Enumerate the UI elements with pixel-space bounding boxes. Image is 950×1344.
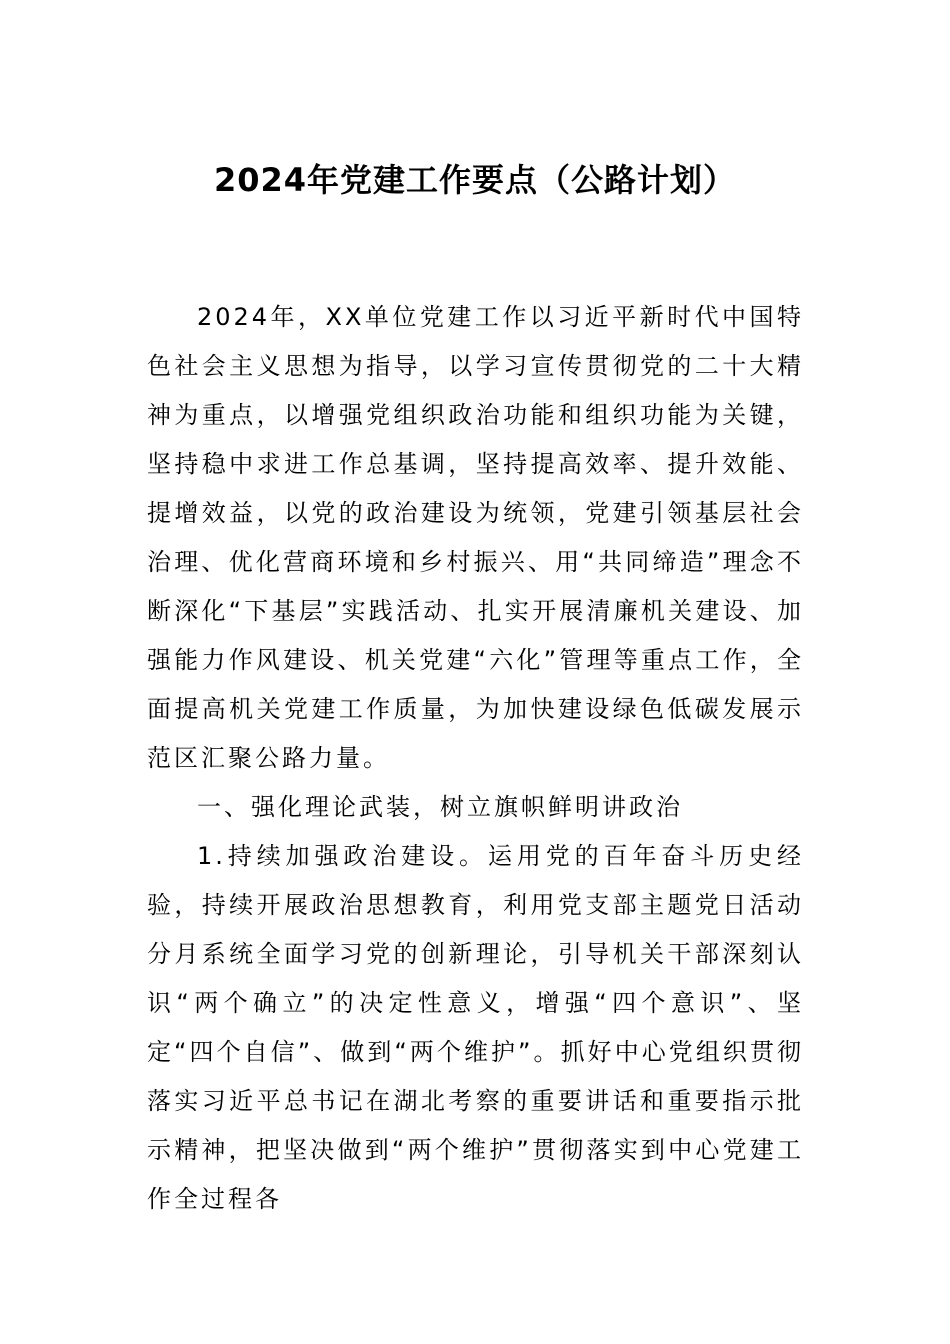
intro-paragraph: 2024年，XX单位党建工作以习近平新时代中国特色社会主义思想为指导，以学习宣传贯彻党的二十大精神为重点，以增强党组织政治功能和组织功能为关键，坚持稳中求进工作总基调，坚持提高效率、提升效能、提增效益，以党的政治建设为统领，党建引领基层社会治理、优化营商环境和乡村振兴、用“共同缔造”理念不断深化“下基层”实践活动、扎实开展清廉机关建设、加强能力作风建设、机关党建“六化”管理等重点工作，全面提高机关党建工作质量，为加快建设绿色低碳发展示范区汇聚公路力量。: [147, 303, 804, 772]
item-paragraph: 1.持续加强政治建设。运用党的百年奋斗历史经验，持续开展政治思想教育，利用党支部主题党日活动分月系统全面学习党的创新理论，引导机关干部深刻认识“两个确立”的决定性意义，增强“四个意识”、坚定“四个自信”、做到“两个维护”。抓好中心党组织贯彻落实习近平总书记在湖北考察的重要讲话和重要指示批示精神，把坚决做到“两个维护”贯彻落实到中心党建工作全过程各: [147, 842, 804, 1213]
document-title: 2024年党建工作要点（公路计划）: [213, 161, 737, 199]
section-heading: 一、强化理论武装，树立旗帜鲜明讲政治: [197, 793, 683, 821]
document-body: [147, 293, 804, 1224]
